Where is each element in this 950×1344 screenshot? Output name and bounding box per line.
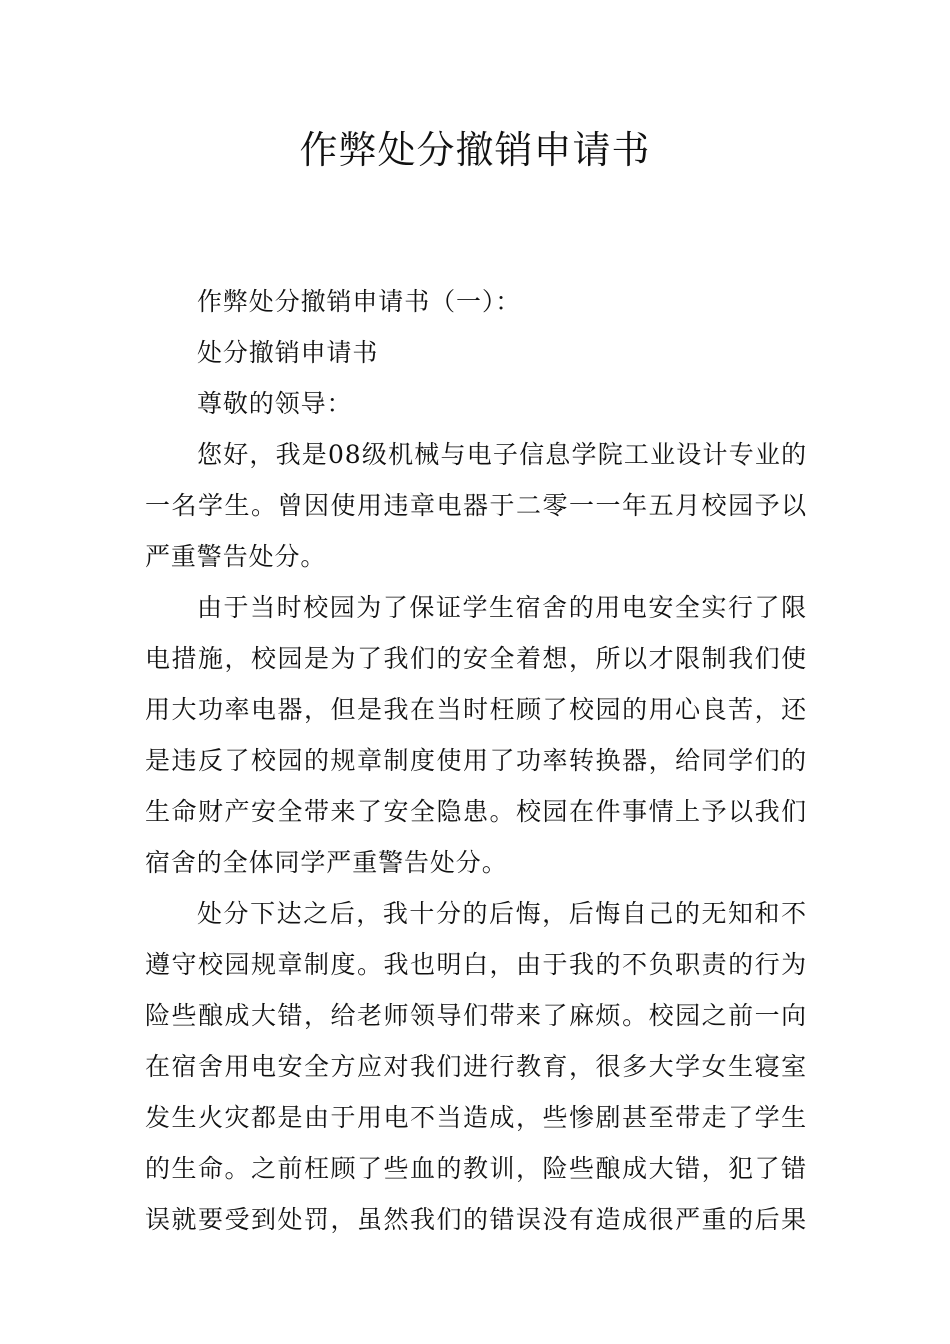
paragraph-1-line: 一名学生。曾因使用违章电器于二零一一年五月校园予以 [145, 491, 807, 520]
paragraph-3-line: 险些酿成大错，给老师领导们带来了麻烦。校园之前一向 [145, 1001, 807, 1030]
heading-line: 处分撤销申请书 [197, 338, 379, 367]
paragraph-2-line: 宿舍的全体同学严重警告处分。 [145, 848, 508, 877]
paragraph-1-line: 您好，我是08级机械与电子信息学院工业设计专业的 [197, 440, 807, 469]
paragraph-3-line: 的生命。之前枉顾了些血的教训，险些酿成大错，犯了错 [145, 1154, 807, 1183]
paragraph-2-line: 生命财产安全带来了安全隐患。校园在件事情上予以我们 [145, 797, 807, 826]
paragraph-3-line: 误就要受到处罚，虽然我们的错误没有造成很严重的后果 [145, 1205, 807, 1234]
paragraph-3-line: 发生火灾都是由于用电不当造成，些惨剧甚至带走了学生 [145, 1103, 807, 1132]
paragraph-2-line: 用大功率电器，但是我在当时枉顾了校园的用心良苦，还 [145, 695, 807, 724]
paragraph-2-line: 是违反了校园的规章制度使用了功率转换器，给同学们的 [145, 746, 807, 775]
salutation-line: 尊敬的领导： [197, 389, 353, 418]
paragraph-3-line: 遵守校园规章制度。我也明白，由于我的不负职责的行为 [145, 950, 807, 979]
paragraph-2-line: 由于当时校园为了保证学生宿舍的用电安全实行了限 [197, 593, 807, 622]
paragraph-3-line: 处分下达之后，我十分的后悔，后悔自己的无知和不 [197, 899, 807, 928]
document-body [145, 276, 807, 1245]
document-title: 作弊处分撤销申请书 [299, 128, 651, 172]
paragraph-1-line: 严重警告处分。 [145, 542, 327, 571]
paragraph-2-line: 电措施，校园是为了我们的安全着想，所以才限制我们使 [145, 644, 807, 673]
paragraph-3-line: 在宿舍用电安全方应对我们进行教育，很多大学女生寝室 [145, 1052, 807, 1081]
subtitle-line: 作弊处分撤销申请书（一）： [197, 287, 522, 316]
